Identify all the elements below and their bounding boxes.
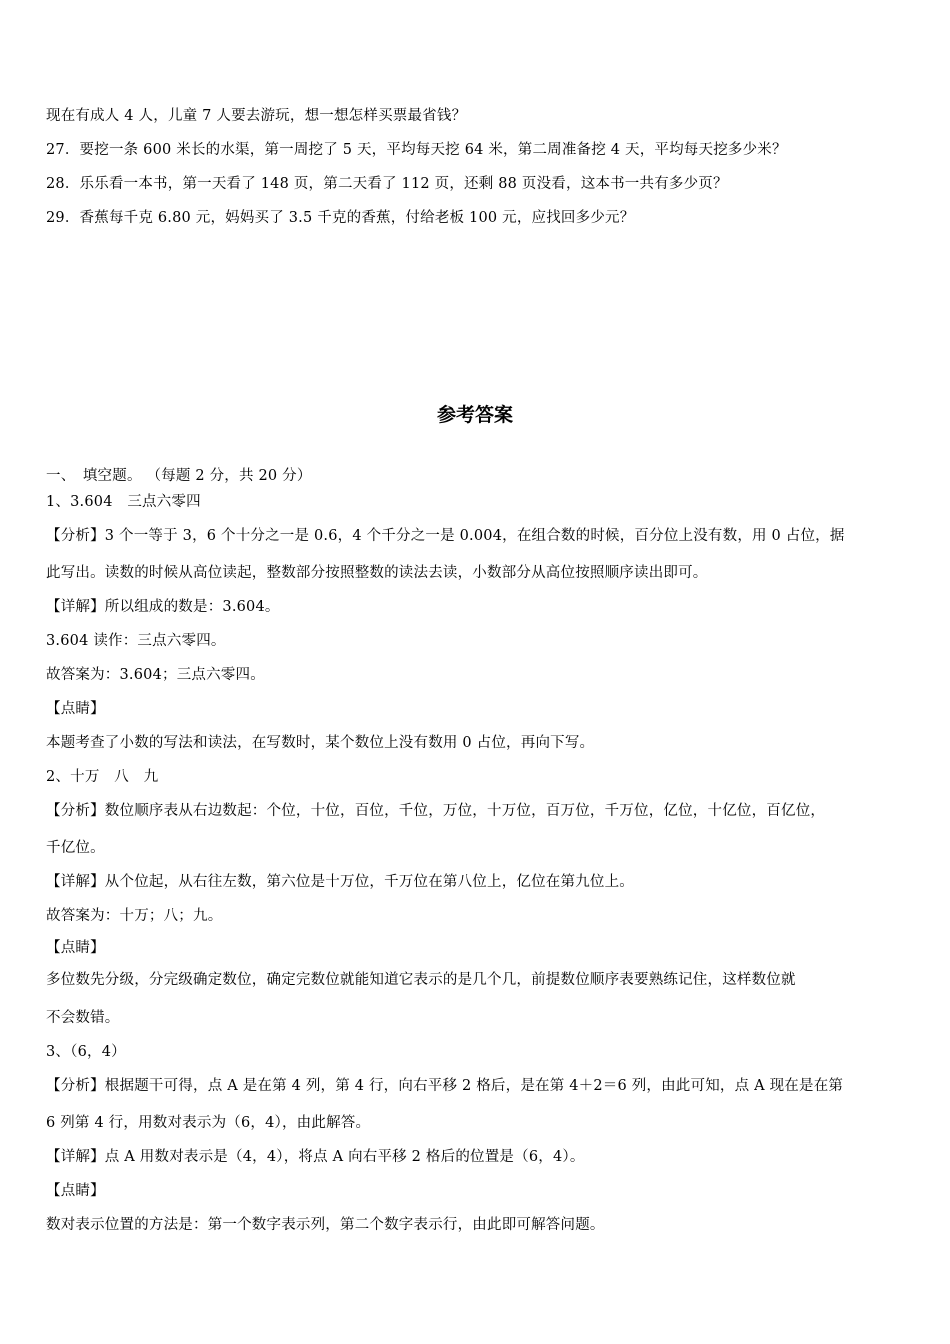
answer-2-point: 多位数先分级，分完级确定数位，确定完数位就能知道它表示的是几个几，前提数位顺序表要熟练记住，这样数位就 — [46, 972, 796, 988]
answer-1-head: 1、3.604 三点六零四 — [46, 494, 201, 510]
answer-3-analysis: 【分析】根据题干可得，点 A 是在第 4 列，第 4 行，向右平移 2 格后，是在第 4＋2＝6 列，由此可知，点 A 现在是在第 — [46, 1078, 844, 1094]
question-26-tail: 现在有成人 4 人，儿童 7 人要去游玩，想一想怎样买票最省钱？ — [46, 108, 467, 124]
answer-2-point-cont: 不会数错。 — [46, 1010, 120, 1026]
answer-2-head: 2、十万 八 九 — [46, 769, 159, 785]
answer-2-analysis-cont: 千亿位。 — [46, 840, 105, 856]
answers-title: 参考答案 — [436, 404, 513, 426]
answer-3-analysis-cont: 6 列第 4 行，用数对表示为（6，4），由此解答。 — [46, 1115, 371, 1131]
answer-3-detail: 【详解】点 A 用数对表示是（4，4），将点 A 向右平移 2 格后的位置是（6，4）。 — [46, 1149, 585, 1165]
answer-1-detail: 【详解】所以组成的数是：3.604。 — [46, 599, 280, 615]
question-29: 29．香蕉每千克 6.80 元，妈妈买了 3.5 千克的香蕉，付给老板 100 元，应找回多少元？ — [46, 210, 635, 226]
answer-2-analysis: 【分析】数位顺序表从右边数起：个位，十位，百位，千位，万位，十万位，百万位，千万位，亿位，十亿位，百亿位， — [46, 803, 826, 819]
answer-3-point-label: 【点睛】 — [46, 1183, 105, 1199]
answer-1-detail-3: 故答案为：3.604；三点六零四。 — [46, 667, 265, 683]
answer-1-analysis: 【分析】3 个一等于 3，6 个十分之一是 0.6，4 个千分之一是 0.004，在组合数的时候，百分位上没有数，用 0 占位，据 — [46, 528, 845, 544]
question-27: 27．要挖一条 600 米长的水渠，第一周挖了 5 天，平均每天挖 64 米，第二周准备挖 4 天，平均每天挖多少米？ — [46, 142, 787, 158]
answer-2-detail: 【详解】从个位起，从右往左数，第六位是十万位，千万位在第八位上，亿位在第九位上。 — [46, 874, 634, 890]
answer-1-analysis-cont: 此写出。读数的时候从高位读起，整数部分按照整数的读法去读，小数部分从高位按照顺序读出即可。 — [46, 565, 708, 581]
section-heading: 一、 填空题。 （每题 2 分，共 20 分） — [46, 468, 312, 484]
answer-3-head: 3、（6，4） — [46, 1044, 126, 1060]
answer-1-detail-2: 3.604 读作：三点六零四。 — [46, 633, 226, 649]
question-28: 28．乐乐看一本书，第一天看了 148 页，第二天看了 112 页，还剩 88 页没看，这本书一共有多少页？ — [46, 176, 728, 192]
answer-1-point-label: 【点睛】 — [46, 701, 105, 717]
answer-2-point-label: 【点睛】 — [46, 940, 105, 956]
answer-1-point: 本题考查了小数的写法和读法，在写数时，某个数位上没有数用 0 占位，再向下写。 — [46, 735, 595, 751]
answer-3-point: 数对表示位置的方法是：第一个数字表示列，第二个数字表示行，由此即可解答问题。 — [46, 1217, 605, 1233]
answer-2-detail-2: 故答案为：十万；八；九。 — [46, 908, 223, 924]
